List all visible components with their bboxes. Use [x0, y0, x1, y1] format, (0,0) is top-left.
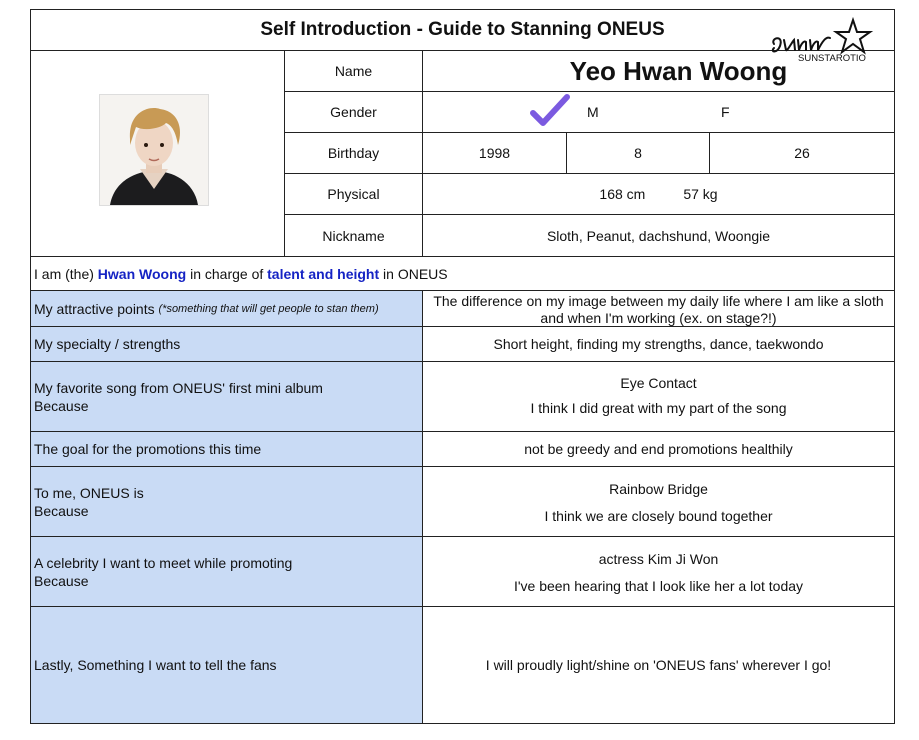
birth-day: 26: [794, 145, 810, 161]
oneus-is-reason: I think we are closely bound together: [544, 508, 773, 525]
fans-label-cell: [30, 606, 423, 724]
name-value-cell: [422, 50, 895, 92]
weight-value: 57 kg: [683, 186, 718, 202]
oneus-is-because: Because: [34, 502, 89, 519]
favorite-song-answer: Eye Contact: [620, 374, 697, 391]
attractive-label: My attractive points: [34, 300, 155, 317]
birth-year: 1998: [478, 145, 511, 161]
celebrity-because: Because: [34, 572, 89, 589]
page-title: [30, 9, 895, 51]
title-text: Self Introduction - Guide to Stanning ONEUS: [260, 19, 665, 40]
birth-day-cell: [709, 132, 895, 174]
photo-cell: [30, 50, 285, 257]
goal-answer: not be greedy and end promotions healthily: [524, 441, 793, 457]
specialty-answer: Short height, finding my strengths, dance, taekwondo: [493, 336, 824, 352]
name-value: Yeo Hwan Woong: [569, 55, 788, 86]
birth-year-cell: [422, 132, 567, 174]
name-label: Name: [334, 63, 373, 79]
favorite-song-label: My favorite song from ONEUS' first mini album: [34, 379, 323, 396]
fans-answer: I will proudly light/shine on 'ONEUS fans' wherever I go!: [485, 657, 832, 673]
intro-name: Hwan Woong: [97, 265, 187, 282]
oneus-is-label: To me, ONEUS is: [34, 484, 144, 501]
birth-month: 8: [634, 145, 642, 161]
favorite-song-answer-cell: [422, 361, 895, 432]
checkmark-icon: [529, 93, 571, 129]
birthday-label-cell: [284, 132, 423, 174]
birth-month-cell: [566, 132, 710, 174]
gender-option-m: M: [587, 104, 599, 120]
nickname-label: Nickname: [322, 227, 385, 244]
attractive-answer: The difference on my image between my daily life where I am like a sloth and when I'm working (ex. on stage?!): [433, 293, 884, 326]
birthday-label: Birthday: [327, 145, 380, 161]
gender-label: Gender: [330, 104, 377, 120]
goal-answer-cell: [422, 431, 895, 467]
celebrity-reason: I've been hearing that I look like her a lot today: [513, 578, 804, 595]
specialty-label: My specialty / strengths: [34, 336, 181, 352]
intro-prefix: I am (the): [34, 265, 98, 282]
oneus-is-label-cell: [30, 466, 423, 537]
goal-label: The goal for the promotions this time: [34, 441, 262, 457]
physical-label-cell: [284, 173, 423, 215]
intro-middle: in charge of: [186, 265, 268, 282]
celebrity-label: A celebrity I want to meet while promoting: [34, 554, 293, 571]
favorite-song-because: Because: [34, 397, 89, 414]
fans-label: Lastly, Something I want to tell the fans: [34, 657, 277, 673]
nickname-label-cell: [284, 214, 423, 257]
specialty-label-cell: [30, 326, 423, 362]
attractive-note: (*something that will get people to stan them): [158, 302, 379, 315]
gender-option-f: F: [721, 104, 730, 120]
intro-suffix: in ONEUS: [379, 265, 448, 282]
favorite-song-reason: I think I did great with my part of the song: [530, 400, 787, 417]
goal-label-cell: [30, 431, 423, 467]
intro-row: [30, 256, 895, 291]
celebrity-label-cell: [30, 536, 423, 607]
signature-caption: SUNSTAROTIO: [798, 53, 866, 64]
celebrity-answer: actress Kim Ji Won: [598, 550, 719, 567]
celebrity-answer-cell: [422, 536, 895, 607]
favorite-song-label-cell: [30, 361, 423, 432]
intro-text: [34, 266, 448, 282]
intro-role: talent and height: [267, 265, 380, 282]
attractive-label-cell: [30, 290, 423, 327]
fans-answer-cell: [422, 606, 895, 724]
specialty-answer-cell: [422, 326, 895, 362]
physical-label: Physical: [327, 186, 380, 202]
gender-value-cell: [422, 91, 895, 133]
nickname-value-cell: [422, 214, 895, 257]
nickname-value: Sloth, Peanut, dachshund, Woongie: [546, 227, 771, 244]
height-value: 168 cm: [599, 186, 646, 202]
oneus-is-answer-cell: [422, 466, 895, 537]
avatar: [99, 94, 209, 206]
physical-value-cell: [422, 173, 895, 215]
gender-label-cell: [284, 91, 423, 133]
attractive-answer-cell: [422, 290, 895, 327]
oneus-is-answer: Rainbow Bridge: [609, 480, 708, 497]
name-label-cell: [284, 50, 423, 92]
